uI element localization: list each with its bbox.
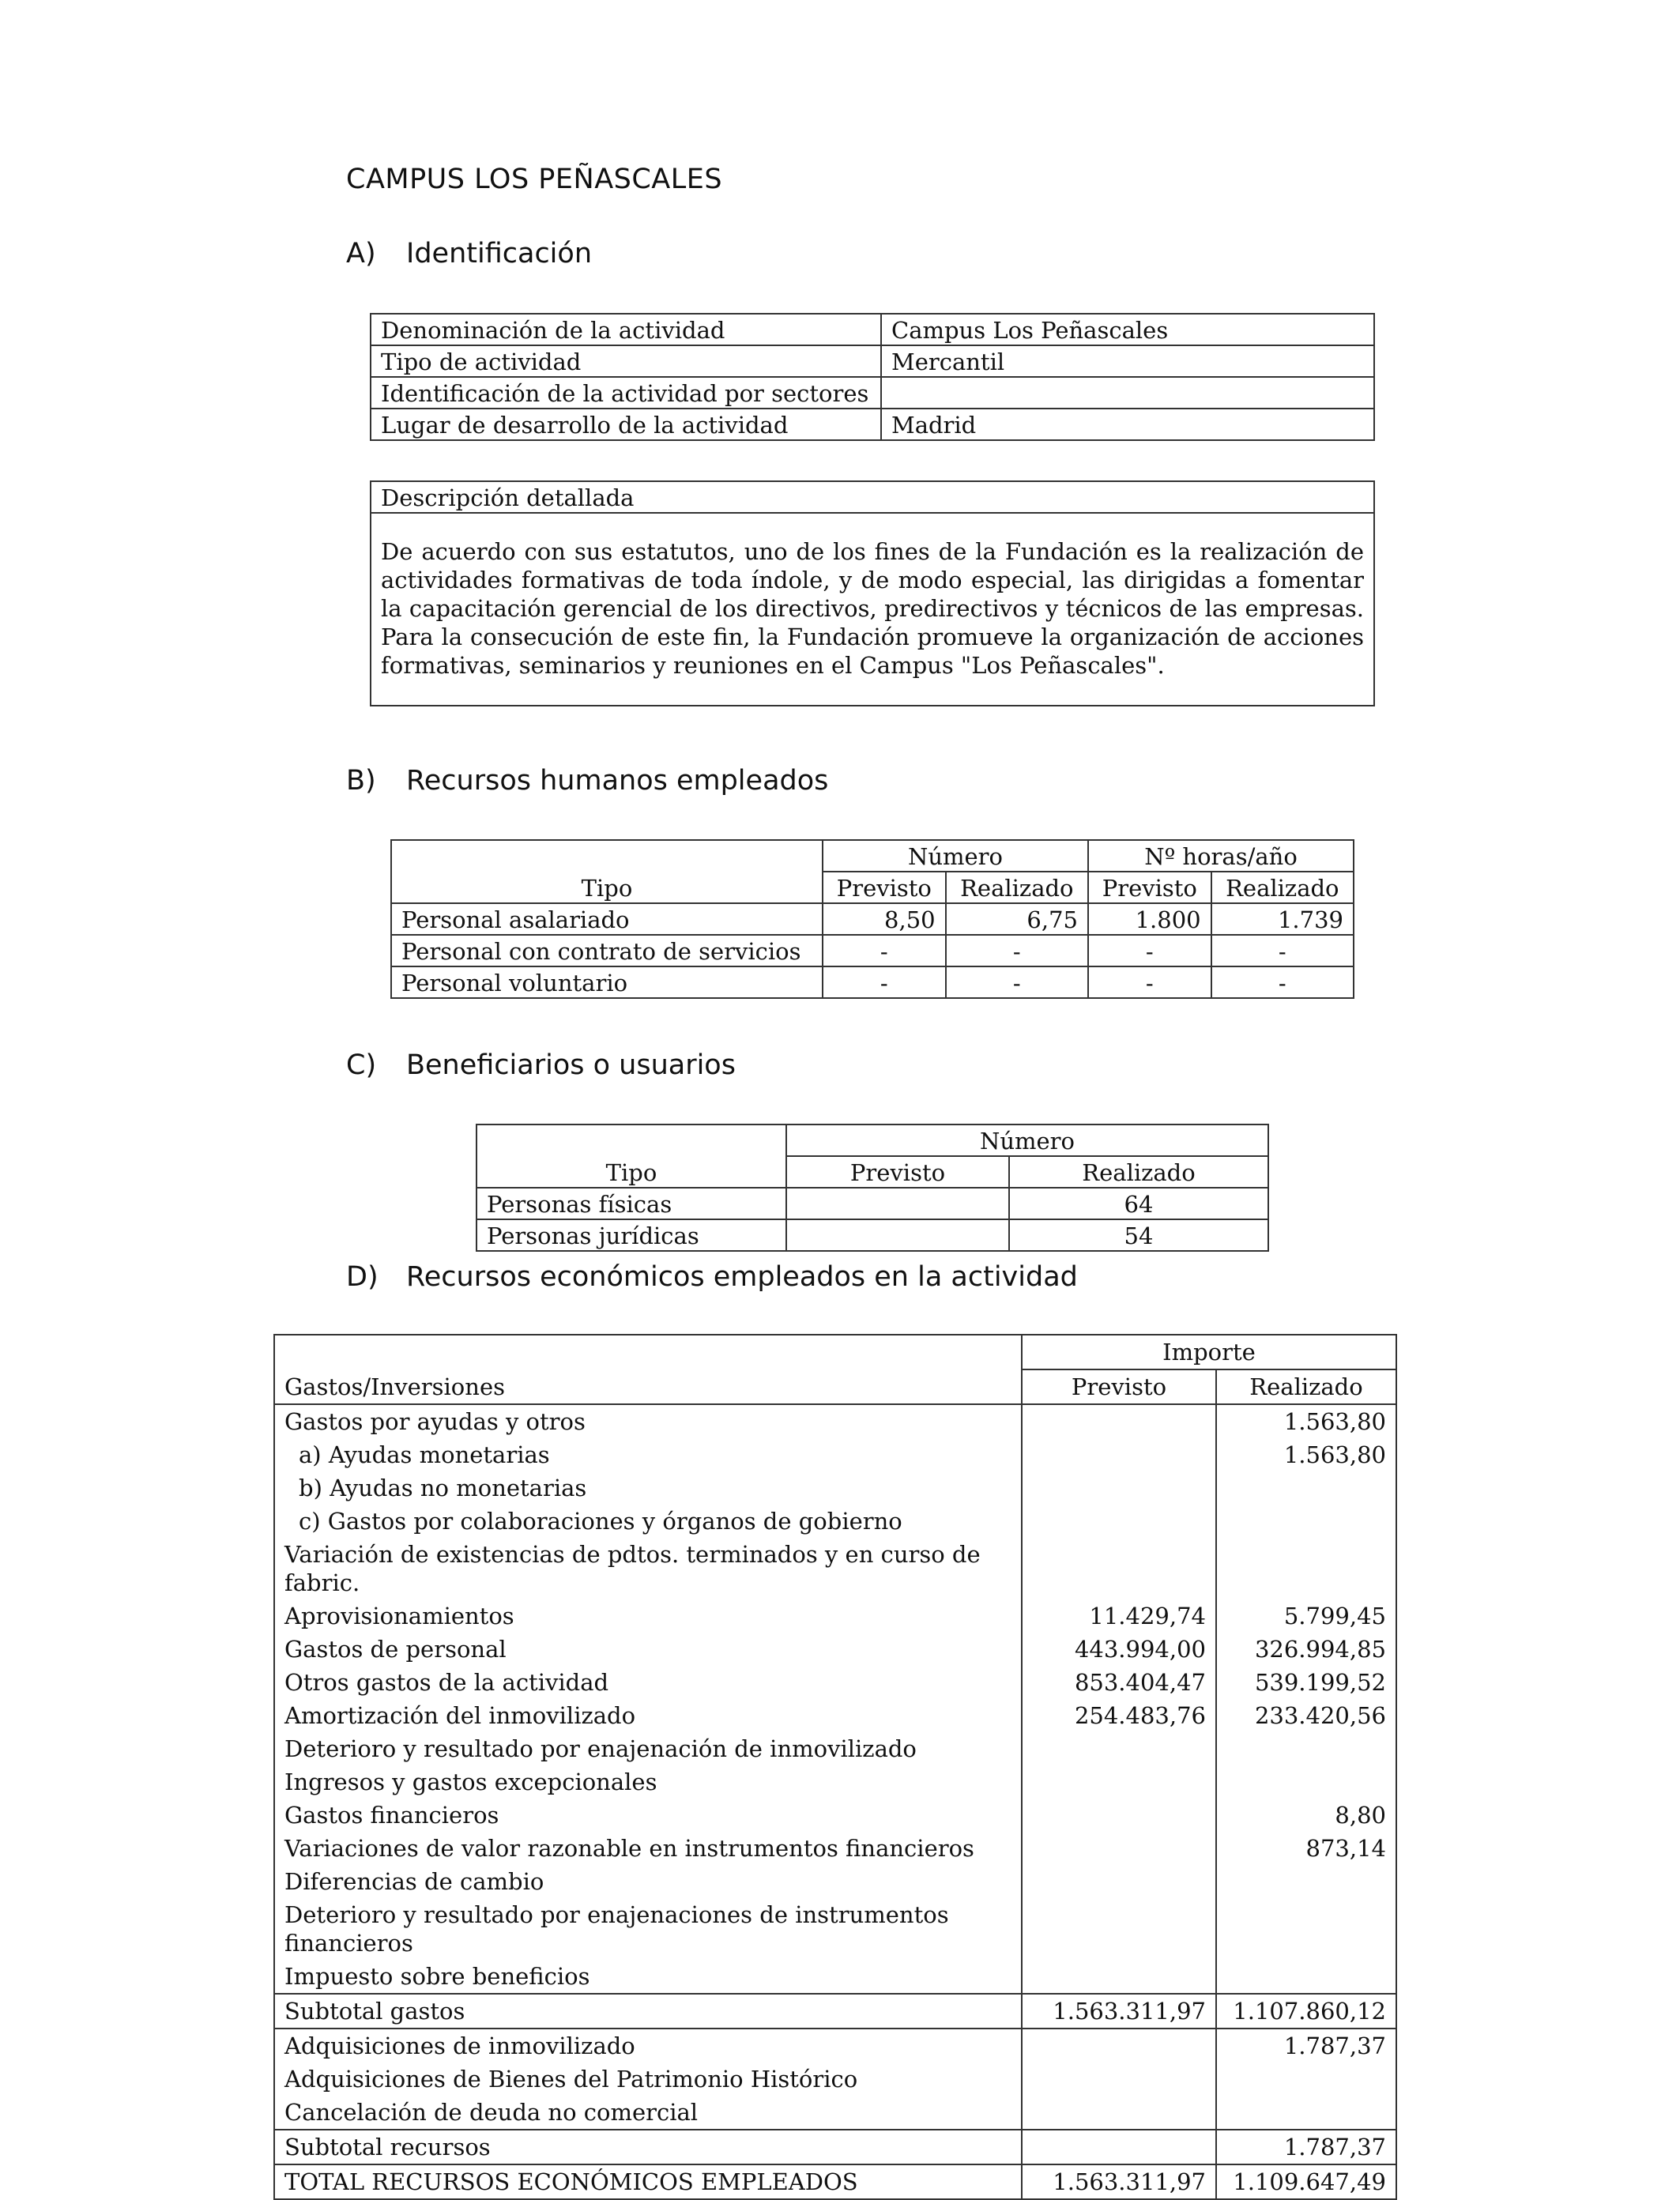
table-row xyxy=(371,314,1374,345)
cell-previsto: 1.563.311,97 xyxy=(1022,2164,1216,2199)
cell-previsto xyxy=(1022,1732,1216,1765)
description-header: Descripción detallada xyxy=(371,481,1374,513)
total-row xyxy=(274,2164,1396,2199)
row-label: Deterioro y resultado por enajenaciones de instrumentos financieros xyxy=(274,1898,1022,1960)
cell-previsto xyxy=(1022,1898,1216,1960)
cell-value: 8,50 xyxy=(823,903,946,935)
description-text: De acuerdo con sus estatutos, uno de los fines de la Fundación es la realización de actividades formativas de toda índole, y de modo especial, las dirigidas a fomentar la capacitación gerencial de los directivos, predirectivos y técnicos de las empresas. Para la consecución de este fin, la Fundación promueve la organización de acciones formativas, seminarios y reuniones en el Campus "Los Peñascales". xyxy=(371,513,1374,706)
row-label: Gastos financieros xyxy=(274,1799,1022,1832)
cell-realizado: 1.787,37 xyxy=(1216,2029,1396,2062)
group-header-numero: Número xyxy=(786,1124,1268,1156)
cell-value: - xyxy=(1211,935,1354,966)
cell-realizado: 1.107.860,12 xyxy=(1216,1994,1396,2029)
id-label: Tipo de actividad xyxy=(371,345,881,377)
id-value xyxy=(881,377,1374,409)
group-header-importe: Importe xyxy=(1022,1335,1396,1369)
section-letter: B) xyxy=(346,765,376,797)
section-b-heading xyxy=(346,765,828,797)
cell-value xyxy=(786,1219,1009,1251)
cell-value: - xyxy=(946,935,1088,966)
id-label: Denominación de la actividad xyxy=(371,314,881,345)
section-d-heading xyxy=(346,1261,1078,1293)
cell-value: 1.800 xyxy=(1088,903,1211,935)
cell-realizado: 1.109.647,49 xyxy=(1216,2164,1396,2199)
section-letter: D) xyxy=(346,1261,379,1293)
table-row xyxy=(274,1765,1396,1799)
col-header-realizado: Realizado xyxy=(946,872,1088,903)
row-tipo: Personas físicas xyxy=(477,1188,786,1219)
description-table xyxy=(370,480,1375,706)
row-label: c) Gastos por colaboraciones y órganos de gobierno xyxy=(274,1505,1022,1538)
economic-resources-table xyxy=(273,1334,1397,2200)
cell-realizado xyxy=(1216,1765,1396,1799)
table-row xyxy=(274,1832,1396,1865)
cell-value: 6,75 xyxy=(946,903,1088,935)
table-row xyxy=(274,1960,1396,1994)
cell-previsto xyxy=(1022,1832,1216,1865)
col-header-previsto: Previsto xyxy=(823,872,946,903)
cell-previsto xyxy=(1022,1505,1216,1538)
row-label: Otros gastos de la actividad xyxy=(274,1666,1022,1699)
cell-realizado xyxy=(1216,1505,1396,1538)
table-row xyxy=(274,1438,1396,1471)
table-row xyxy=(274,1471,1396,1505)
row-label: Diferencias de cambio xyxy=(274,1865,1022,1898)
section-letter: C) xyxy=(346,1049,377,1081)
cell-previsto: 254.483,76 xyxy=(1022,1699,1216,1732)
cell-realizado: 5.799,45 xyxy=(1216,1599,1396,1633)
row-label: Variaciones de valor razonable en instrumentos financieros xyxy=(274,1832,1022,1865)
id-label: Identificación de la actividad por sectores xyxy=(371,377,881,409)
section-label: Beneficiarios o usuarios xyxy=(406,1049,736,1081)
cell-previsto xyxy=(1022,1960,1216,1994)
cell-value: - xyxy=(1088,935,1211,966)
table-row xyxy=(274,1865,1396,1898)
id-value: Mercantil xyxy=(881,345,1374,377)
table-row xyxy=(274,1633,1396,1666)
table-row xyxy=(274,1799,1396,1832)
row-label: Amortización del inmovilizado xyxy=(274,1699,1022,1732)
col-header-previsto: Previsto xyxy=(1088,872,1211,903)
cell-previsto: 11.429,74 xyxy=(1022,1599,1216,1633)
table-row xyxy=(274,1732,1396,1765)
cell-previsto xyxy=(1022,2029,1216,2062)
cell-realizado xyxy=(1216,1538,1396,1599)
cell-realizado: 326.994,85 xyxy=(1216,1633,1396,1666)
cell-realizado: 1.563,80 xyxy=(1216,1404,1396,1438)
row-label: Variación de existencias de pdtos. terminados y en curso de fabric. xyxy=(274,1538,1022,1599)
table-row xyxy=(477,1124,1268,1156)
section-letter: A) xyxy=(346,238,376,269)
col-header-realizado: Realizado xyxy=(1009,1156,1268,1188)
cell-previsto xyxy=(1022,1404,1216,1438)
cell-value: - xyxy=(823,935,946,966)
cell-previsto xyxy=(1022,2130,1216,2164)
row-label: Adquisiciones de inmovilizado xyxy=(274,2029,1022,2062)
cell-realizado: 233.420,56 xyxy=(1216,1699,1396,1732)
col-header-tipo: Tipo xyxy=(391,840,823,903)
row-label: Adquisiciones de Bienes del Patrimonio Histórico xyxy=(274,2062,1022,2096)
row-label: Subtotal recursos xyxy=(274,2130,1022,2164)
table-row xyxy=(371,377,1374,409)
row-label: Impuesto sobre beneficios xyxy=(274,1960,1022,1994)
id-value: Madrid xyxy=(881,409,1374,440)
section-label: Recursos humanos empleados xyxy=(406,765,829,797)
table-row xyxy=(274,2062,1396,2096)
subtotal-recursos-row xyxy=(274,2130,1396,2164)
cell-value: 1.739 xyxy=(1211,903,1354,935)
col-header-previsto: Previsto xyxy=(1022,1369,1216,1404)
table-row xyxy=(391,935,1354,966)
cell-value: 54 xyxy=(1009,1219,1268,1251)
row-label: Gastos por ayudas y otros xyxy=(274,1404,1022,1438)
section-a-heading xyxy=(346,238,592,269)
col-header-realizado: Realizado xyxy=(1211,872,1354,903)
row-label: Deterioro y resultado por enajenación de inmovilizado xyxy=(274,1732,1022,1765)
cell-realizado xyxy=(1216,2062,1396,2096)
table-row xyxy=(274,1666,1396,1699)
cell-value: - xyxy=(823,966,946,998)
section-c-heading xyxy=(346,1049,736,1081)
table-row xyxy=(371,345,1374,377)
group-header-horas: Nº horas/año xyxy=(1088,840,1354,872)
cell-previsto xyxy=(1022,2062,1216,2096)
table-row xyxy=(274,1699,1396,1732)
cell-realizado: 539.199,52 xyxy=(1216,1666,1396,1699)
table-row xyxy=(274,1505,1396,1538)
cell-realizado xyxy=(1216,1471,1396,1505)
cell-realizado: 873,14 xyxy=(1216,1832,1396,1865)
id-label: Lugar de desarrollo de la actividad xyxy=(371,409,881,440)
table-row xyxy=(391,840,1354,872)
cell-realizado xyxy=(1216,2096,1396,2130)
table-row xyxy=(274,2096,1396,2130)
row-label: b) Ayudas no monetarias xyxy=(274,1471,1022,1505)
table-row xyxy=(274,1599,1396,1633)
cell-previsto: 1.563.311,97 xyxy=(1022,1994,1216,2029)
section-label: Identificación xyxy=(406,238,593,269)
cell-previsto xyxy=(1022,1865,1216,1898)
cell-previsto: 853.404,47 xyxy=(1022,1666,1216,1699)
subtotal-gastos-row xyxy=(274,1994,1396,2029)
cell-value xyxy=(786,1188,1009,1219)
row-label: TOTAL RECURSOS ECONÓMICOS EMPLEADOS xyxy=(274,2164,1022,2199)
id-value: Campus Los Peñascales xyxy=(881,314,1374,345)
col-header-gastos: Gastos/Inversiones xyxy=(274,1335,1022,1404)
cell-realizado xyxy=(1216,1732,1396,1765)
col-header-realizado: Realizado xyxy=(1216,1369,1396,1404)
row-tipo: Personal voluntario xyxy=(391,966,823,998)
cell-previsto: 443.994,00 xyxy=(1022,1633,1216,1666)
row-label: Cancelación de deuda no comercial xyxy=(274,2096,1022,2130)
cell-value: 64 xyxy=(1009,1188,1268,1219)
table-row xyxy=(274,1538,1396,1599)
col-header-tipo: Tipo xyxy=(477,1124,786,1188)
table-row xyxy=(371,513,1374,706)
section-label: Recursos económicos empleados en la actividad xyxy=(406,1261,1078,1293)
cell-previsto xyxy=(1022,2096,1216,2130)
cell-value: - xyxy=(1088,966,1211,998)
cell-previsto xyxy=(1022,1438,1216,1471)
cell-previsto xyxy=(1022,1765,1216,1799)
row-label: Gastos de personal xyxy=(274,1633,1022,1666)
col-header-previsto: Previsto xyxy=(786,1156,1009,1188)
table-row xyxy=(391,903,1354,935)
cell-realizado: 8,80 xyxy=(1216,1799,1396,1832)
table-row xyxy=(391,966,1354,998)
cell-previsto xyxy=(1022,1538,1216,1599)
page-title: CAMPUS LOS PEÑASCALES xyxy=(346,164,723,195)
cell-realizado xyxy=(1216,1898,1396,1960)
row-label: a) Ayudas monetarias xyxy=(274,1438,1022,1471)
cell-realizado: 1.787,37 xyxy=(1216,2130,1396,2164)
table-row xyxy=(274,1898,1396,1960)
table-row xyxy=(477,1219,1268,1251)
cell-realizado xyxy=(1216,1865,1396,1898)
cell-realizado: 1.563,80 xyxy=(1216,1438,1396,1471)
identification-table xyxy=(370,313,1375,441)
row-label: Subtotal gastos xyxy=(274,1994,1022,2029)
table-row xyxy=(274,1335,1396,1369)
row-label: Aprovisionamientos xyxy=(274,1599,1022,1633)
cell-value: - xyxy=(1211,966,1354,998)
table-row xyxy=(371,409,1374,440)
row-tipo: Personas jurídicas xyxy=(477,1219,786,1251)
cell-previsto xyxy=(1022,1799,1216,1832)
table-row xyxy=(274,2029,1396,2062)
row-tipo: Personal asalariado xyxy=(391,903,823,935)
cell-previsto xyxy=(1022,1471,1216,1505)
human-resources-table xyxy=(390,839,1354,999)
row-label: Ingresos y gastos excepcionales xyxy=(274,1765,1022,1799)
table-row xyxy=(371,481,1374,513)
row-tipo: Personal con contrato de servicios xyxy=(391,935,823,966)
table-row xyxy=(477,1188,1268,1219)
cell-value: - xyxy=(946,966,1088,998)
group-header-numero: Número xyxy=(823,840,1088,872)
beneficiaries-table xyxy=(476,1124,1269,1252)
cell-realizado xyxy=(1216,1960,1396,1994)
table-row xyxy=(274,1404,1396,1438)
